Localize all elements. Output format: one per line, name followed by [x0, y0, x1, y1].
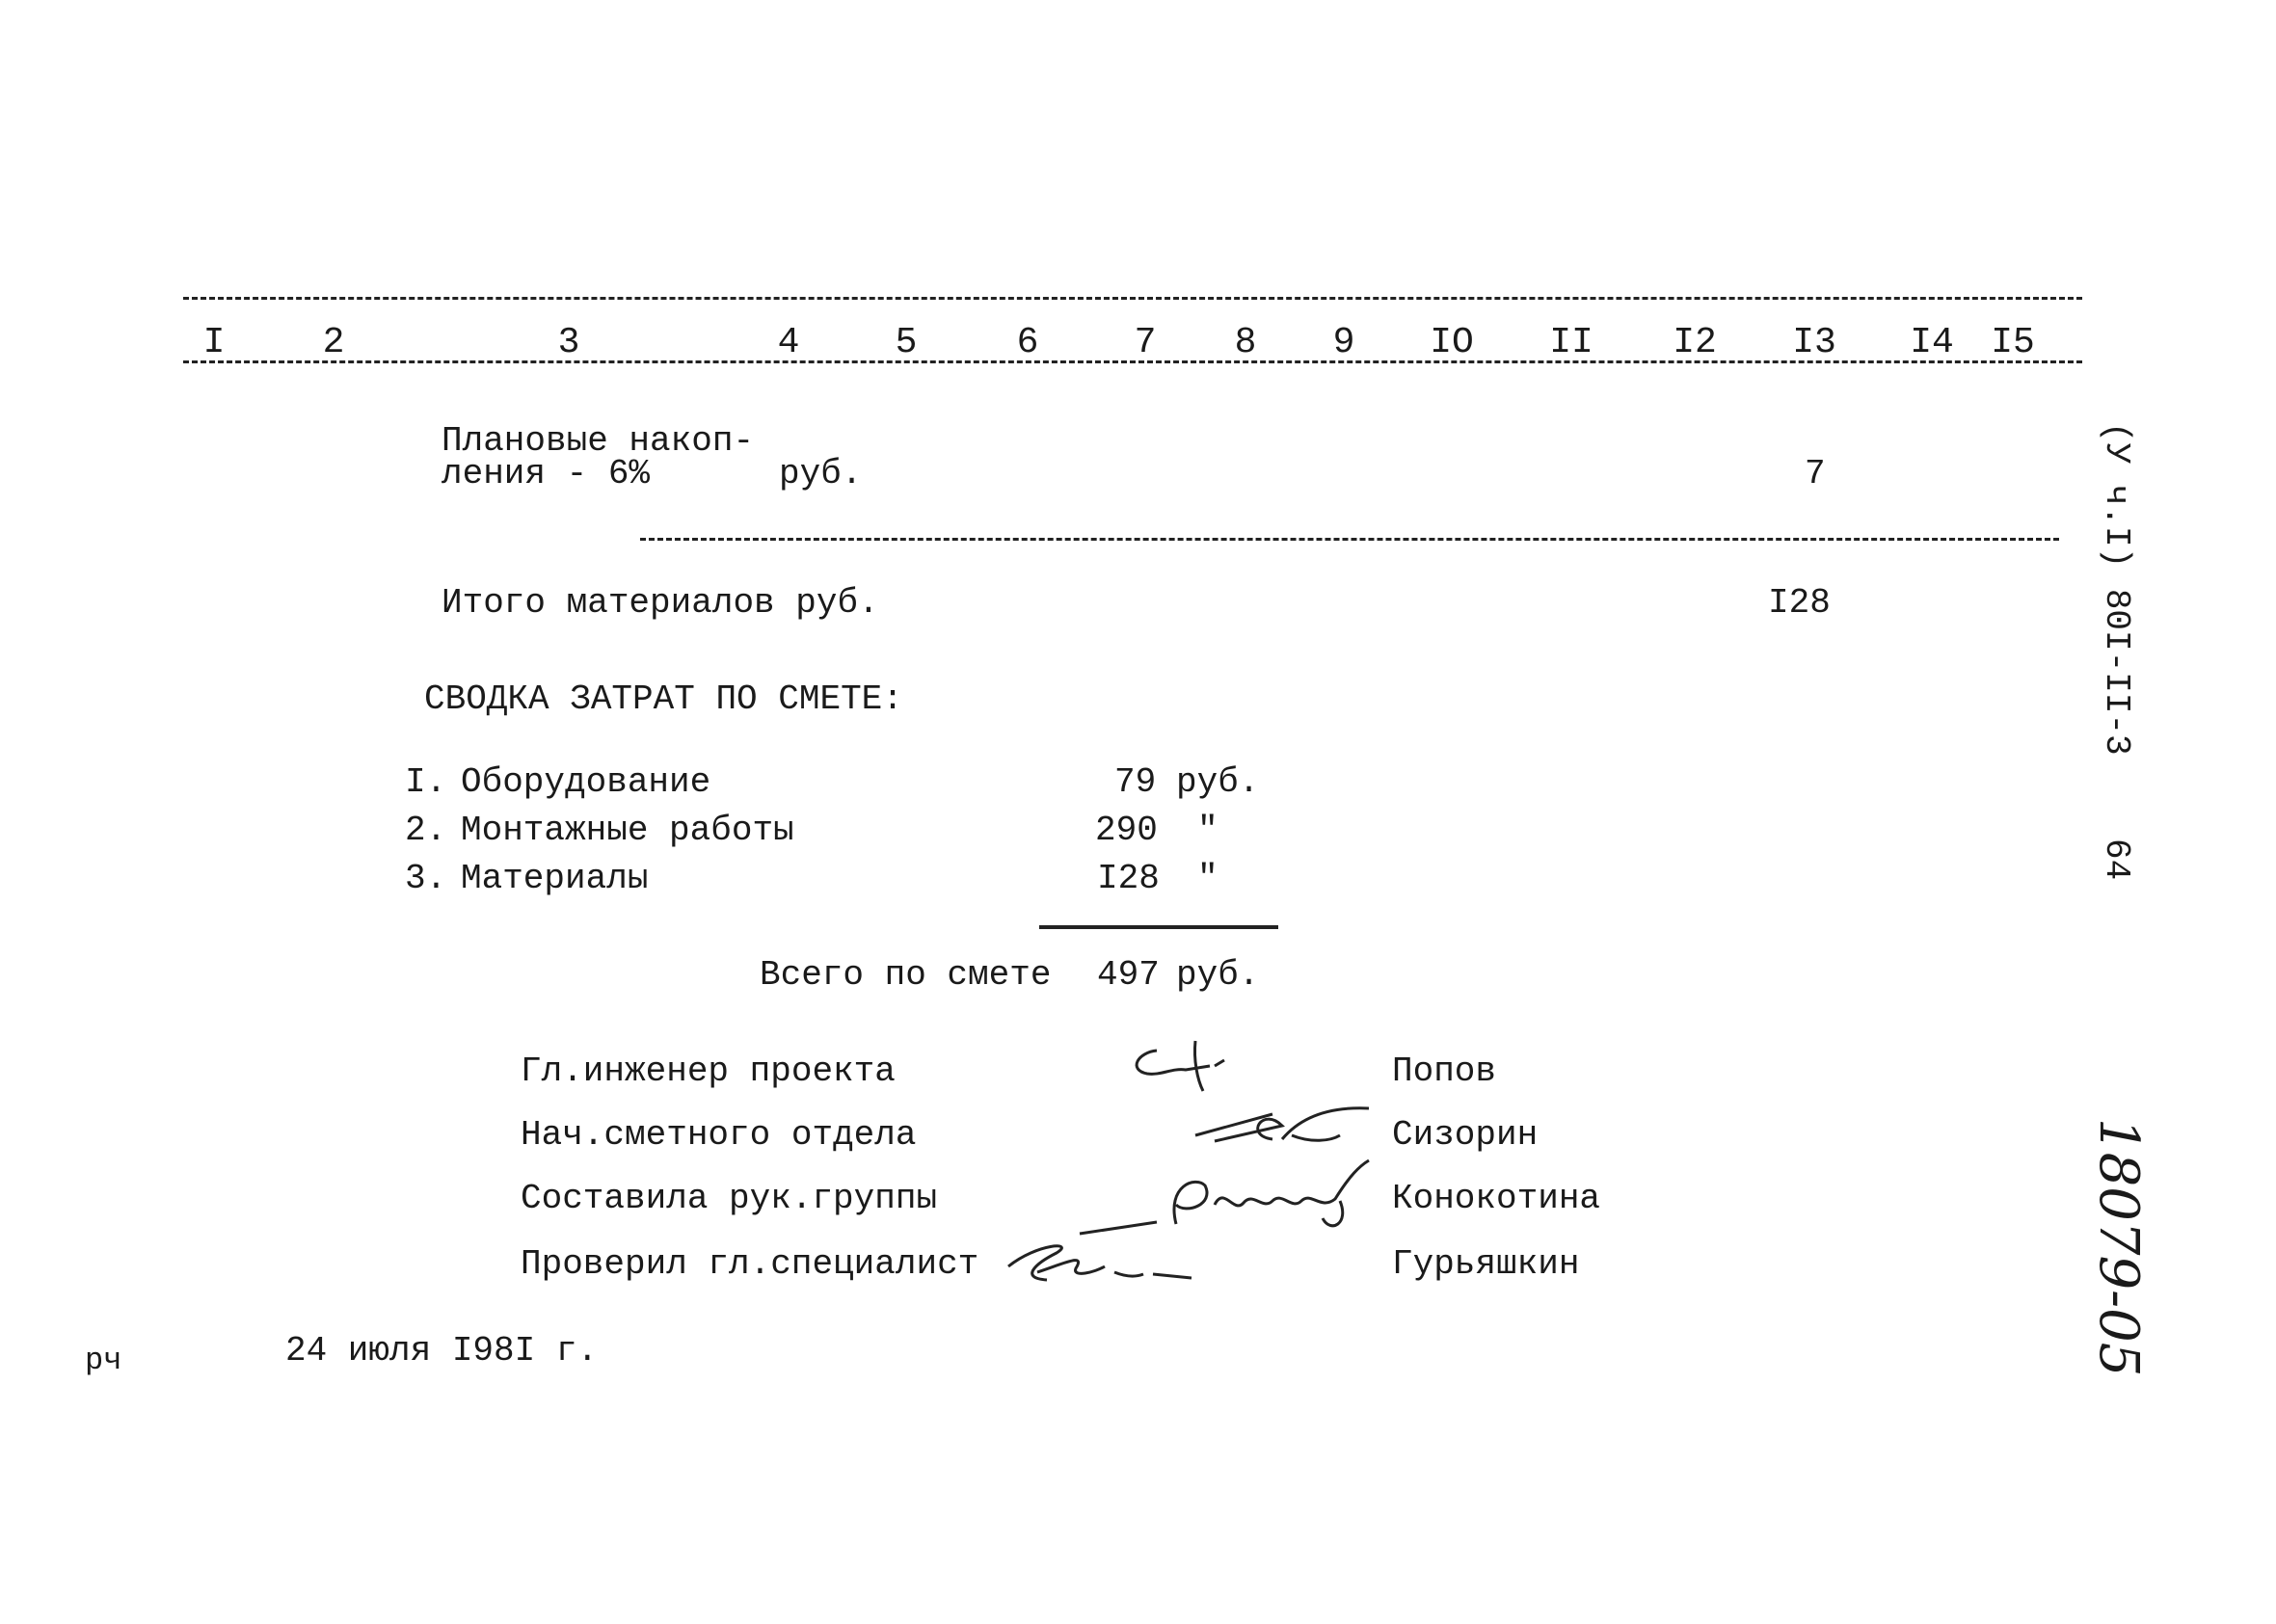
column-number: I3 [1792, 322, 1836, 363]
column-number: 3 [557, 322, 580, 363]
summary-item-label: Материалы [461, 859, 649, 898]
summary-item-label: Монтажные работы [461, 811, 794, 850]
signature-name: Сизорин [1392, 1115, 1539, 1155]
grand-total-label: Всего по смете [760, 955, 1052, 995]
column-number: 2 [322, 322, 345, 363]
signature-name: Попов [1392, 1052, 1497, 1091]
summary-item-unit: " [1197, 859, 1218, 898]
summary-item-number: 3. [405, 859, 447, 898]
summary-item-unit: руб. [1176, 762, 1260, 802]
column-number: II [1549, 322, 1593, 363]
subtotal-rule [640, 538, 2059, 541]
planned-label-line1: Плановые накоп- [442, 421, 755, 461]
summary-title: СВОДКА ЗАТРАТ ПО СМЕТЕ: [424, 679, 903, 719]
summary-item-value: 290 [1095, 811, 1158, 850]
column-number: I2 [1673, 322, 1717, 363]
column-number: 4 [777, 322, 800, 363]
signature-name: Конокотина [1392, 1179, 1601, 1218]
footer-mark: рч [85, 1343, 122, 1378]
summary-item-unit: " [1197, 811, 1218, 850]
margin-page-number: 64 [2097, 839, 2136, 881]
grand-total-unit: руб. [1176, 955, 1260, 995]
column-number: 5 [895, 322, 918, 363]
signature-role: Составила рук.группы [521, 1179, 938, 1218]
column-number: 8 [1234, 322, 1257, 363]
summary-item-number: 2. [405, 811, 447, 850]
column-number: I4 [1910, 322, 1954, 363]
signature-role: Проверил гл.специалист [521, 1244, 979, 1284]
signature-name: Гурьяшкин [1392, 1244, 1580, 1284]
column-number: 7 [1134, 322, 1157, 363]
header-top-rule [183, 297, 2082, 300]
planned-label-line2: ления - 6% [442, 454, 651, 493]
handwritten-signature [1186, 1097, 1379, 1155]
handwritten-signature [999, 1224, 1192, 1291]
summary-item-value: 79 [1114, 762, 1157, 802]
column-number: I [202, 322, 226, 363]
planned-unit: руб. [779, 454, 863, 493]
summary-item-value: I28 [1097, 859, 1160, 898]
materials-total-value: I28 [1768, 583, 1831, 623]
document-date: 24 июля I98I г. [285, 1331, 599, 1371]
summary-item-number: I. [405, 762, 447, 802]
materials-total-label: Итого материалов руб. [442, 583, 879, 623]
margin-project-code: (У ч.I) 80I-II-3 [2097, 422, 2136, 756]
signature-role: Гл.инженер проекта [521, 1052, 896, 1091]
column-number: 9 [1332, 322, 1355, 363]
column-number: I5 [1991, 322, 2035, 363]
planned-value: 7 [1805, 454, 1826, 493]
signature-role: Нач.сметного отдела [521, 1115, 917, 1155]
column-number: IO [1430, 322, 1474, 363]
summary-item-label: Оборудование [461, 762, 711, 802]
margin-handwritten-number: 18079-05 [2087, 1118, 2150, 1377]
total-rule [1039, 925, 1278, 929]
column-number: 6 [1016, 322, 1039, 363]
grand-total-value: 497 [1097, 955, 1160, 995]
handwritten-signature [1118, 1031, 1253, 1099]
